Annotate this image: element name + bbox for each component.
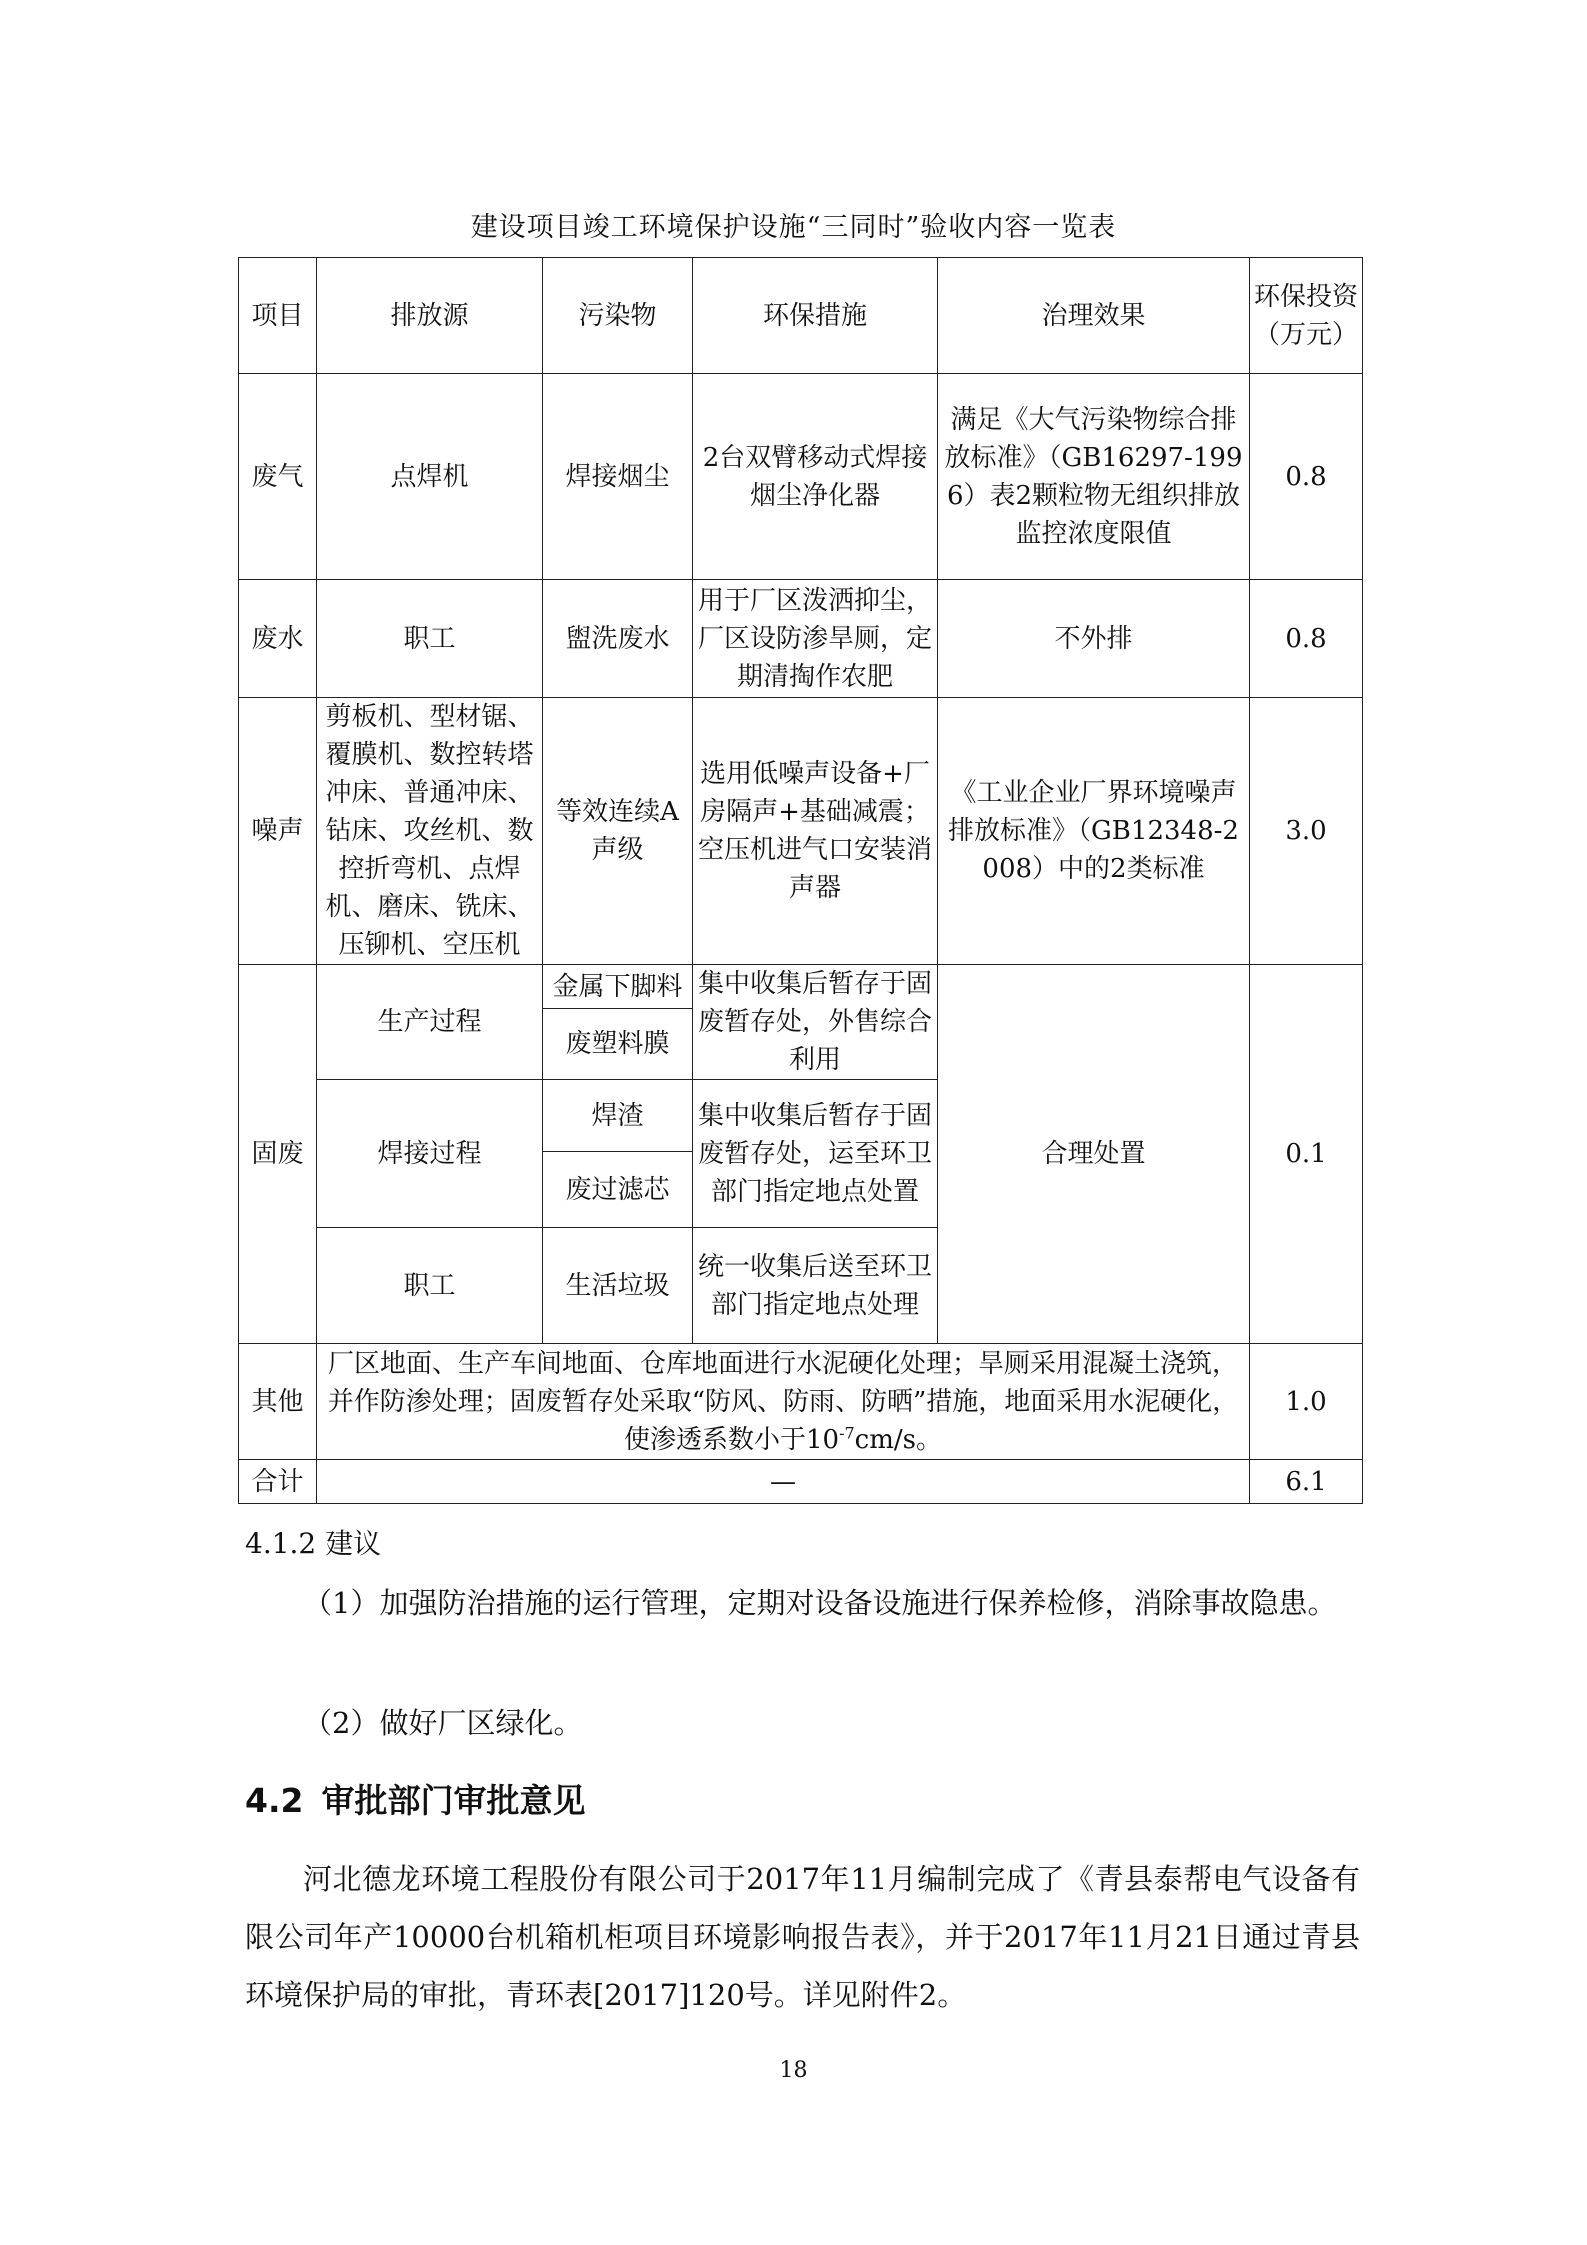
table-row-water xyxy=(239,580,1363,698)
solid-staff-source: 职工 xyxy=(317,1228,543,1344)
solid-production-measure: 集中收集后暂存于固废暂存处，外售综合利用 xyxy=(693,965,938,1080)
other-item: 其他 xyxy=(239,1344,317,1460)
table-row-other xyxy=(239,1344,1363,1460)
acceptance-table xyxy=(238,257,1363,1504)
noise-pollutant: 等效连续A声级 xyxy=(543,698,693,965)
noise-source: 剪板机、型材锯、覆膜机、数控转塔冲床、普通冲床、钻床、攻丝机、数控折弯机、点焊机、磨床、铣床、压铆机、空压机 xyxy=(317,698,543,965)
header-pollutant: 污染物 xyxy=(543,258,693,374)
other-text-exponent: -7 xyxy=(839,1422,855,1442)
water-measure: 用于厂区泼洒抑尘，厂区设防渗旱厕，定期清掏作农肥 xyxy=(693,580,938,698)
other-text-before: 厂区地面、生产车间地面、仓库地面进行水泥硬化处理；旱厕采用混凝土浇筑，并作防渗处理；固废暂存处采取“防风、防雨、防晒”措施，地面采用水泥硬化，使渗透系数小于10 xyxy=(327,1348,1239,1455)
noise-invest: 3.0 xyxy=(1250,698,1363,965)
solid-staff-pollutant: 生活垃圾 xyxy=(543,1228,693,1344)
section-number: 4.2 xyxy=(245,1781,304,1820)
other-description xyxy=(317,1344,1250,1460)
solid-welding-pollutant-1: 焊渣 xyxy=(543,1080,693,1152)
solid-production-pollutant-1: 金属下脚料 xyxy=(543,965,693,1009)
table-row-noise xyxy=(239,698,1363,965)
gas-item: 废气 xyxy=(239,374,317,580)
solid-production-pollutant-2: 废塑料膜 xyxy=(543,1009,693,1080)
total-invest: 6.1 xyxy=(1250,1460,1363,1504)
header-effect: 治理效果 xyxy=(938,258,1250,374)
header-measure: 环保措施 xyxy=(693,258,938,374)
header-source: 排放源 xyxy=(317,258,543,374)
table-row-gas xyxy=(239,374,1363,580)
solid-effect: 合理处置 xyxy=(938,965,1250,1344)
gas-invest: 0.8 xyxy=(1250,374,1363,580)
water-pollutant: 盥洗废水 xyxy=(543,580,693,698)
solid-staff-measure: 统一收集后送至环卫部门指定地点处理 xyxy=(693,1228,938,1344)
subsection-title: 4.1.2 建议 xyxy=(245,1527,382,1560)
water-invest: 0.8 xyxy=(1250,580,1363,698)
solid-invest: 0.1 xyxy=(1250,965,1363,1344)
suggestion-2: （2）做好厂区绿化。 xyxy=(303,1706,583,1740)
water-item: 废水 xyxy=(239,580,317,698)
gas-source: 点焊机 xyxy=(317,374,543,580)
solid-welding-measure: 集中收集后暂存于固废暂存处，运至环卫部门指定地点处置 xyxy=(693,1080,938,1228)
other-invest: 1.0 xyxy=(1250,1344,1363,1460)
solid-welding-source: 焊接过程 xyxy=(317,1080,543,1228)
table-header-row xyxy=(239,258,1363,374)
header-invest: 环保投资（万元） xyxy=(1250,258,1363,374)
gas-pollutant: 焊接烟尘 xyxy=(543,374,693,580)
noise-effect: 《工业企业厂界环境噪声排放标准》（GB12348-2008）中的2类标准 xyxy=(938,698,1250,965)
section-paragraph: 河北德龙环境工程股份有限公司于2017年11月编制完成了《青县泰帮电气设备有限公司年产10000台机箱机柜项目环境影响报告表》，并于2017年11月21日通过青县环境保护局的审批，青环表[2017]120号。详见附件2。 xyxy=(245,1862,1360,2012)
noise-measure: 选用低噪声设备+厂房隔声+基础减震；空压机进气口安装消声器 xyxy=(693,698,938,965)
total-dash: — xyxy=(317,1460,1250,1504)
section-heading xyxy=(245,1775,585,1822)
gas-measure: 2台双臂移动式焊接烟尘净化器 xyxy=(693,374,938,580)
table-caption: 建设项目竣工环境保护设施“三同时”验收内容一览表 xyxy=(470,212,1117,243)
water-source: 职工 xyxy=(317,580,543,698)
suggestion-1: （1）加强防治措施的运行管理，定期对设备设施进行保养检修，消除事故隐患。 xyxy=(303,1586,1337,1620)
water-effect: 不外排 xyxy=(938,580,1250,698)
header-item: 项目 xyxy=(239,258,317,374)
page-number: 18 xyxy=(779,2058,808,2083)
solid-item: 固废 xyxy=(239,965,317,1344)
total-item: 合计 xyxy=(239,1460,317,1504)
other-text-after: cm/s。 xyxy=(854,1424,942,1455)
table-row-total xyxy=(239,1460,1363,1504)
gas-effect: 满足《大气污染物综合排放标准》（GB16297-1996）表2颗粒物无组织排放监控浓度限值 xyxy=(938,374,1250,580)
noise-item: 噪声 xyxy=(239,698,317,965)
section-title: 审批部门审批意见 xyxy=(321,1781,586,1820)
table-row-solid-1 xyxy=(239,965,1363,1009)
solid-welding-pollutant-2: 废过滤芯 xyxy=(543,1152,693,1228)
solid-production-source: 生产过程 xyxy=(317,965,543,1080)
